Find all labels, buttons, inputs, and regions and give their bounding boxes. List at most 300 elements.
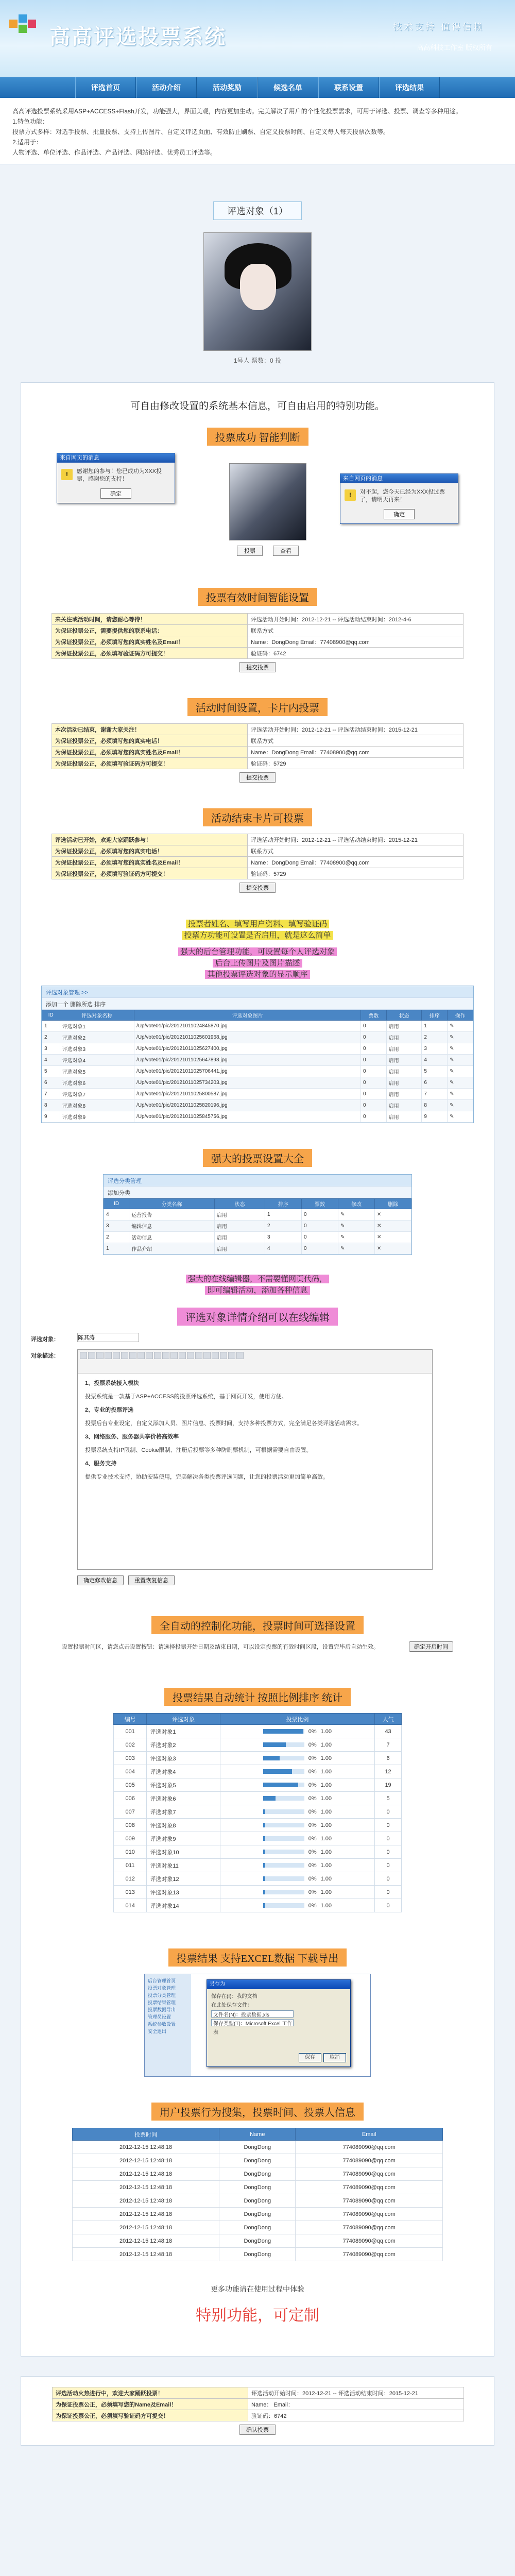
cubes-logo-icon [7, 9, 38, 40]
edit-link[interactable]: ✎ [448, 1066, 473, 1077]
source-icon[interactable] [203, 1352, 211, 1359]
vote-form-final [52, 2387, 464, 2421]
edit-link[interactable]: ✎ [448, 1032, 473, 1043]
ratio-bar [263, 1863, 304, 1868]
note-line: 投票者姓名、填写用户资料、填写验证码 [186, 920, 329, 928]
ratio-percent: 0% [308, 1795, 317, 1802]
paste-icon[interactable] [236, 1352, 244, 1359]
form-label: 为保证投票公正，必须填写验证码方可提交！ [52, 648, 248, 659]
stats-ratio [220, 1819, 375, 1832]
ratio-score: 1.00 [320, 1795, 332, 1802]
align-center-icon[interactable] [129, 1352, 136, 1359]
features-headline: 可自由修改设置的系统基本信息，可自由启用的特别功能。 [130, 401, 385, 412]
table-cell: 4 [422, 1055, 448, 1066]
table-cell: 启用 [386, 1066, 422, 1077]
table-cell: 评选对象7 [60, 1089, 134, 1100]
table-row[interactable] [104, 1243, 411, 1255]
table-cell: 0 [301, 1209, 338, 1221]
ratio-bar-fill [263, 1863, 265, 1868]
save-label: 在此处保存文件： [211, 2003, 252, 2008]
edit-link[interactable]: ✎ [448, 1055, 473, 1066]
ratio-bar-fill [263, 1836, 265, 1841]
table-icon[interactable] [179, 1352, 186, 1359]
table-cell: 编辑信息 [129, 1221, 215, 1232]
rich-text-editor[interactable] [77, 1349, 433, 1570]
stats-row [114, 1792, 402, 1805]
ratio-bar-fill [263, 1796, 276, 1801]
stats-name: 评选对象11 [147, 1859, 220, 1872]
stats-ratio [220, 1752, 375, 1765]
edit-link[interactable]: ✎ [448, 1077, 473, 1089]
sidebar-item[interactable]: 投票结果管理 [148, 2000, 176, 2005]
table-cell: 1 [104, 1243, 129, 1255]
table-row[interactable] [73, 2154, 443, 2167]
nav-item-contact[interactable]: 联系设置 [318, 77, 379, 98]
ratio-bar-fill [263, 1756, 280, 1760]
banner-credit: 高高科技工作室 版权所有 [417, 44, 492, 52]
indent-icon[interactable] [154, 1352, 161, 1359]
stats-id: 005 [114, 1778, 147, 1792]
editor-heading: 3、网络服务、服务器共享价格高效率 [85, 1434, 179, 1440]
table-cell: 启用 [386, 1077, 422, 1089]
stats-row [114, 1805, 402, 1819]
edit-link[interactable]: ✎ [448, 1021, 473, 1032]
section-tag-card-vote: 活动时间设置，卡片内投票 [187, 698, 328, 716]
vote-stats-table [113, 1713, 402, 1912]
col-header: 操作 [448, 1010, 473, 1021]
stats-name: 评选对象12 [147, 1872, 220, 1886]
editor-paragraph: 提供专业技术支持，协助安装使用，完美解决各类投票评选问题，让您的投票活动更加简单高效。 [85, 1474, 329, 1480]
copy-icon[interactable] [228, 1352, 235, 1359]
table-cell: DongDong [219, 2221, 296, 2234]
table-row[interactable] [42, 1077, 473, 1089]
stats-ratio [220, 1832, 375, 1845]
form-value[interactable]: 联系方式 [248, 625, 464, 636]
preview-icon[interactable] [212, 1352, 219, 1359]
ratio-bar [263, 1783, 304, 1787]
table-row[interactable] [73, 2194, 443, 2208]
section-tag-export: 投票结果 支持EXCEL数据 下载导出 [168, 1948, 347, 1967]
col-header: Email [296, 2128, 443, 2141]
stats-ratio [220, 1738, 375, 1752]
align-right-icon[interactable] [138, 1352, 145, 1359]
table-cell: 评选对象4 [60, 1055, 134, 1066]
col-header: 排序 [422, 1010, 448, 1021]
export-screenshot [144, 1974, 371, 2077]
table-row[interactable] [73, 2167, 443, 2181]
image-icon[interactable] [170, 1352, 178, 1359]
stats-ratio [220, 1859, 375, 1872]
ratio-bar-fill [263, 1850, 265, 1854]
delete-icon[interactable]: ✕ [374, 1221, 411, 1232]
table-cell: /Up/vote01/pic/20121011025820196.jpg [134, 1100, 361, 1111]
sidebar-item[interactable]: 安全退出 [148, 2029, 167, 2034]
table-row[interactable] [42, 1055, 473, 1066]
col-header: 评选对象名称 [60, 1010, 134, 1021]
captcha-field[interactable]: 验证码：6742 [248, 648, 464, 659]
note-line: 强大的后台管理功能，可设置每个人评选对象 [178, 947, 337, 956]
stats-id: 008 [114, 1819, 147, 1832]
table-cell: 启用 [214, 1209, 265, 1221]
intro-line: 投票方式多样：对选手投票、批量投票、支持上传图片、自定义评选页面、有效防止刷票、自定义投票时间、自定义每人每天投票次数等。 [12, 128, 390, 135]
table-cell: 3 [42, 1043, 60, 1055]
section-tag-vote-success: 投票成功 智能判断 [207, 428, 308, 446]
stats-ratio [220, 1872, 375, 1886]
col-header: 删除 [374, 1199, 411, 1209]
stats-row [114, 1872, 402, 1886]
table-cell: 启用 [386, 1100, 422, 1111]
form-label: 评选活动火热进行中，欢迎大家踊跃投票！ [53, 2387, 248, 2399]
vote-form-3 [52, 834, 464, 879]
editor-paragraph: 投票系统支持IP限制、Cookie限制、注册后投票等多种防刷票机制，可根据需要自由设置。 [85, 1447, 312, 1453]
delete-icon[interactable]: ✕ [374, 1243, 411, 1255]
submit-vote-button[interactable]: 提交投票 [239, 662, 276, 672]
captcha-field[interactable]: 验证码：5729 [248, 758, 464, 769]
table-cell: 2012-12-15 12:48:18 [73, 2167, 219, 2181]
stats-name: 评选对象4 [147, 1765, 220, 1778]
table-cell: DongDong [219, 2141, 296, 2154]
form-value[interactable]: Name：DongDong Email：77408900@qq.com [248, 636, 464, 648]
table-cell: /Up/vote01/pic/20121011025627400.jpg [134, 1043, 361, 1055]
col-header: 评选对象图片 [134, 1010, 361, 1021]
nav-item-results[interactable]: 评选结果 [379, 77, 440, 98]
form-label: 为保证投票公正，必须填写您的Name及Email！ [53, 2399, 248, 2410]
table-cell: /Up/vote01/pic/20121011024845870.jpg [134, 1021, 361, 1032]
nav-item-intro[interactable]: 活动介绍 [136, 77, 197, 98]
table-cell: 3 [422, 1043, 448, 1055]
sidebar-item[interactable]: 系统参数设置 [148, 2022, 176, 2027]
ok-button[interactable]: 确定 [384, 509, 415, 519]
editor-content[interactable] [78, 1374, 432, 1569]
table-cell: 评选对象2 [60, 1032, 134, 1043]
table-cell: 评选对象9 [60, 1111, 134, 1123]
table-cell: 774089090@qq.com [296, 2154, 443, 2167]
sidebar-item[interactable]: 后台管理首页 [148, 1978, 176, 1984]
reset-detail-button[interactable]: 重置恢复信息 [128, 1575, 175, 1585]
stats-row [114, 1752, 402, 1765]
vote-dialogs-demo [26, 453, 489, 577]
table-cell: 运营报告 [129, 1209, 215, 1221]
form-label: 本次活动已结束，谢谢大家关注！ [52, 724, 248, 735]
delete-icon[interactable]: ✕ [374, 1232, 411, 1243]
ratio-bar [263, 1903, 304, 1908]
table-cell: 评选对象8 [60, 1100, 134, 1111]
already-voted-dialog [340, 473, 458, 524]
table-cell: 启用 [386, 1111, 422, 1123]
form-value[interactable]: Name：DongDong Email：77408900@qq.com [248, 747, 464, 758]
edit-link[interactable]: ✎ [448, 1100, 473, 1111]
table-cell: /Up/vote01/pic/20121011025845756.jpg [134, 1111, 361, 1123]
section-tag-auto-control: 全自动的控制化功能，投票时间可选择设置 [151, 1616, 364, 1634]
ratio-bar [263, 1876, 304, 1881]
table-row[interactable] [73, 2208, 443, 2221]
sidebar-item[interactable]: 管理员设置 [148, 2014, 171, 2020]
table-row[interactable] [42, 1021, 473, 1032]
notes-block-3 [21, 1274, 494, 1296]
table-cell: 4 [265, 1243, 301, 1255]
table-cell: /Up/vote01/pic/20121011025647893.jpg [134, 1055, 361, 1066]
stats-name: 评选对象5 [147, 1778, 220, 1792]
edit-icon[interactable]: ✎ [338, 1243, 374, 1255]
vote-log-table [72, 2128, 443, 2261]
table-cell: 2012-12-15 12:48:18 [73, 2221, 219, 2234]
table-cell: DongDong [219, 2248, 296, 2261]
form-label: 评选活动已开始，欢迎大家踊跃参与！ [52, 834, 248, 845]
candidate-photo[interactable] [203, 232, 312, 351]
table-cell: DongDong [219, 2208, 296, 2221]
table-cell: 0 [301, 1232, 338, 1243]
stats-id: 003 [114, 1752, 147, 1765]
font-icon[interactable] [105, 1352, 112, 1359]
object-name-input[interactable] [77, 1333, 139, 1342]
undo-icon[interactable] [187, 1352, 194, 1359]
file-name-field[interactable]: 文件名(N)：投票数据.xls [211, 2010, 294, 2018]
edit-link[interactable]: ✎ [448, 1043, 473, 1055]
stats-name: 评选对象2 [147, 1738, 220, 1752]
table-cell: 2012-12-15 12:48:18 [73, 2154, 219, 2167]
form-label: 为保证投票公正，必须填写验证码方可提交！ [52, 868, 248, 879]
save-detail-button[interactable]: 确定修改信息 [77, 1575, 124, 1585]
sidebar-item[interactable]: 投票数据导出 [148, 2007, 176, 2012]
ratio-score: 1.00 [320, 1728, 332, 1735]
table-cell: 启用 [386, 1021, 422, 1032]
table-row[interactable] [73, 2221, 443, 2234]
success-dialog [57, 453, 175, 503]
stats-row [114, 1725, 402, 1738]
captcha-field[interactable]: 验证码：5729 [248, 868, 464, 879]
dialog-message: ! 感谢您的参与！您已成功为XXX投票，感谢您的支持！ [57, 463, 175, 488]
banner-slogan: 技术支持 值得信赖 [393, 22, 484, 32]
stats-row [114, 1886, 402, 1899]
table-cell: 1 [265, 1209, 301, 1221]
features-panel [21, 382, 494, 2357]
table-row[interactable] [42, 1111, 473, 1123]
ratio-bar [263, 1809, 304, 1814]
table-cell: 774089090@qq.com [296, 2234, 443, 2248]
object-title: 评选对象（1） [0, 201, 515, 220]
redo-icon[interactable] [195, 1352, 202, 1359]
save-location[interactable]: 保存在(I)：我的文档 [211, 1994, 258, 1999]
editor-heading: 1、投票系统接入模块 [85, 1380, 140, 1386]
table-row[interactable] [42, 1100, 473, 1111]
form-label: 为保证投票公正，必须填写验证码方可提交！ [52, 758, 248, 769]
ratio-percent: 0% [308, 1835, 317, 1842]
form-value: 评选活动开始时间：2012-12-21 -- 评选活动结束时间：2015-12-21 [248, 834, 464, 845]
ok-button[interactable]: 确定 [100, 488, 131, 499]
form-value[interactable]: Name：DongDong Email：77408900@qq.com [248, 857, 464, 868]
bold-icon[interactable] [80, 1352, 87, 1359]
table-cell: /Up/vote01/pic/20121011025706441.jpg [134, 1066, 361, 1077]
ratio-percent: 0% [308, 1849, 317, 1855]
detail-editor [31, 1333, 484, 1585]
stats-votes: 0 [375, 1886, 402, 1899]
table-row[interactable] [73, 2248, 443, 2261]
cancel-button[interactable]: 取消 [323, 2053, 346, 2062]
notes-block-2 [21, 946, 494, 980]
intro-line: 1.特色功能： [12, 118, 49, 125]
stats-votes: 6 [375, 1752, 402, 1765]
table-cell: 2012-12-15 12:48:18 [73, 2181, 219, 2194]
table-cell: 2 [104, 1232, 129, 1243]
table-row[interactable] [42, 1043, 473, 1055]
color-icon[interactable] [113, 1352, 120, 1359]
table-row[interactable] [73, 2234, 443, 2248]
submit-vote-button[interactable]: 提交投票 [239, 772, 276, 783]
table-row[interactable] [42, 1032, 473, 1043]
vote-form-1 [52, 613, 464, 659]
ratio-percent: 0% [308, 1768, 317, 1775]
edit-icon[interactable]: ✎ [338, 1221, 374, 1232]
ratio-bar-fill [263, 1876, 265, 1881]
table-cell: DongDong [219, 2194, 296, 2208]
link-icon[interactable] [162, 1352, 169, 1359]
category-management-grid [103, 1174, 412, 1255]
stats-row [114, 1859, 402, 1872]
ratio-score: 1.00 [320, 1835, 332, 1842]
view-button[interactable]: 查看 [273, 546, 299, 556]
table-row[interactable] [104, 1221, 411, 1232]
edit-icon[interactable]: ✎ [338, 1232, 374, 1243]
stats-votes: 0 [375, 1899, 402, 1912]
table-cell: 启用 [386, 1055, 422, 1066]
form-value[interactable]: 联系方式 [248, 845, 464, 857]
stats-votes: 0 [375, 1805, 402, 1819]
ratio-score: 1.00 [320, 1782, 332, 1788]
file-type-select[interactable]: 保存类型(T)：Microsoft Excel 工作表 [211, 2019, 294, 2026]
table-row[interactable] [73, 2141, 443, 2154]
table-cell: DongDong [219, 2167, 296, 2181]
ratio-percent: 0% [308, 1728, 317, 1735]
category-table [104, 1198, 411, 1255]
table-cell: 活动信息 [129, 1232, 215, 1243]
edit-link[interactable]: ✎ [448, 1089, 473, 1100]
ratio-score: 1.00 [320, 1862, 332, 1869]
form-value[interactable]: 联系方式 [248, 735, 464, 747]
stats-row [114, 1845, 402, 1859]
section-tag-stats: 投票结果自动统计 按照比例排序 统计 [164, 1688, 351, 1706]
align-left-icon[interactable] [121, 1352, 128, 1359]
stats-votes: 7 [375, 1738, 402, 1752]
table-row[interactable] [104, 1232, 411, 1243]
enable-time-button[interactable]: 确定开启时间 [409, 1641, 453, 1652]
stats-name: 评选对象6 [147, 1792, 220, 1805]
table-row[interactable] [42, 1089, 473, 1100]
table-cell: 1 [42, 1021, 60, 1032]
submit-vote-button[interactable]: 提交投票 [239, 883, 276, 893]
table-cell: 4 [42, 1055, 60, 1066]
table-cell: 0 [360, 1055, 386, 1066]
edit-link[interactable]: ✎ [448, 1111, 473, 1123]
stats-votes: 19 [375, 1778, 402, 1792]
ratio-bar [263, 1850, 304, 1854]
table-cell: 评选对象3 [60, 1043, 134, 1055]
section-tag-log: 用户投票行为搜集，投票时间、投票人信息 [151, 2103, 364, 2121]
cut-icon[interactable] [220, 1352, 227, 1359]
stats-row [114, 1778, 402, 1792]
italic-icon[interactable] [88, 1352, 95, 1359]
ratio-percent: 0% [308, 1822, 317, 1828]
ratio-bar-fill [263, 1823, 265, 1827]
grid-toolbar[interactable]: 添加一个 删除所选 排序 [42, 997, 473, 1010]
table-cell: 6 [42, 1077, 60, 1089]
underline-icon[interactable] [96, 1352, 104, 1359]
vote-button[interactable]: 投票 [237, 546, 263, 556]
editor-paragraph: 投票后台专业设定，自定义添加人员、图片信息、投票时间，支持多种投票方式，完全满足各类评选活动需求。 [85, 1420, 363, 1427]
ratio-bar-fill [263, 1742, 286, 1747]
ratio-score: 1.00 [320, 1741, 332, 1748]
stats-ratio [220, 1725, 375, 1738]
stats-name: 评选对象8 [147, 1819, 220, 1832]
grid-title: 评选分类管理 [104, 1175, 411, 1186]
confirm-vote-button[interactable]: 确认投票 [239, 2425, 276, 2435]
ratio-score: 1.00 [320, 1889, 332, 1895]
col-header: 投票比例 [220, 1714, 375, 1725]
table-cell: 5 [422, 1066, 448, 1077]
stats-name: 评选对象1 [147, 1725, 220, 1738]
col-header: Name [219, 2128, 296, 2141]
stats-ratio [220, 1899, 375, 1912]
table-cell: 0 [360, 1089, 386, 1100]
captcha-field[interactable]: 验证码：6742 [248, 2410, 464, 2421]
save-as-dialog [207, 1979, 351, 2067]
col-header: 排序 [265, 1199, 301, 1209]
ratio-percent: 0% [308, 1755, 317, 1761]
custom-features-text: 特别功能，可定制 [196, 2307, 319, 2324]
ratio-bar [263, 1796, 304, 1801]
table-cell: 774089090@qq.com [296, 2141, 443, 2154]
stats-ratio [220, 1845, 375, 1859]
save-button[interactable]: 保存 [299, 2053, 321, 2062]
stats-id: 011 [114, 1859, 147, 1872]
category-rows [104, 1209, 411, 1255]
nav-item-home[interactable]: 评选首页 [75, 77, 136, 98]
table-row[interactable] [104, 1209, 411, 1221]
table-cell: 774089090@qq.com [296, 2194, 443, 2208]
stats-id: 006 [114, 1792, 147, 1805]
ratio-percent: 0% [308, 1902, 317, 1909]
col-header: ID [42, 1010, 60, 1021]
edit-icon[interactable]: ✎ [338, 1209, 374, 1221]
object-label: 评选对象： [31, 1336, 59, 1343]
form-label: 为保证投票公正，必须填写您的真实电话！ [52, 845, 248, 857]
nav-item-rewards[interactable]: 活动奖励 [197, 77, 258, 98]
table-row[interactable] [42, 1066, 473, 1077]
list-icon[interactable] [146, 1352, 153, 1359]
form-value[interactable]: Name： Email： [248, 2399, 464, 2410]
stats-id: 001 [114, 1725, 147, 1738]
table-cell: /Up/vote01/pic/20121011025800587.jpg [134, 1089, 361, 1100]
table-cell: /Up/vote01/pic/20121011025734203.jpg [134, 1077, 361, 1089]
stats-name: 评选对象14 [147, 1899, 220, 1912]
table-cell: 0 [360, 1100, 386, 1111]
ratio-bar-fill [263, 1729, 303, 1734]
table-cell: 评选对象5 [60, 1066, 134, 1077]
stats-id: 013 [114, 1886, 147, 1899]
grid-toolbar[interactable]: 添加分类 [104, 1186, 411, 1198]
ratio-bar [263, 1836, 304, 1841]
stats-ratio [220, 1805, 375, 1819]
nav-item-candidates[interactable]: 候选名单 [258, 77, 318, 98]
stats-ratio [220, 1778, 375, 1792]
table-row[interactable] [73, 2181, 443, 2194]
section-tag-ended: 活动结束卡片可投票 [203, 808, 312, 826]
delete-icon[interactable]: ✕ [374, 1209, 411, 1221]
note-line: 后台上传图片及图片描述 [213, 959, 302, 968]
time-range-text: 设置投票时间区，请您点击设置按钮：请选择投票开始日期及结束日期，可以设定投票的有效时间区段，设置完毕后自动生效。 [62, 1644, 379, 1650]
sidebar-item[interactable]: 投票对象管理 [148, 1986, 176, 1991]
table-cell: 774089090@qq.com [296, 2248, 443, 2261]
sidebar-item[interactable]: 投票分类管理 [148, 1993, 176, 1998]
